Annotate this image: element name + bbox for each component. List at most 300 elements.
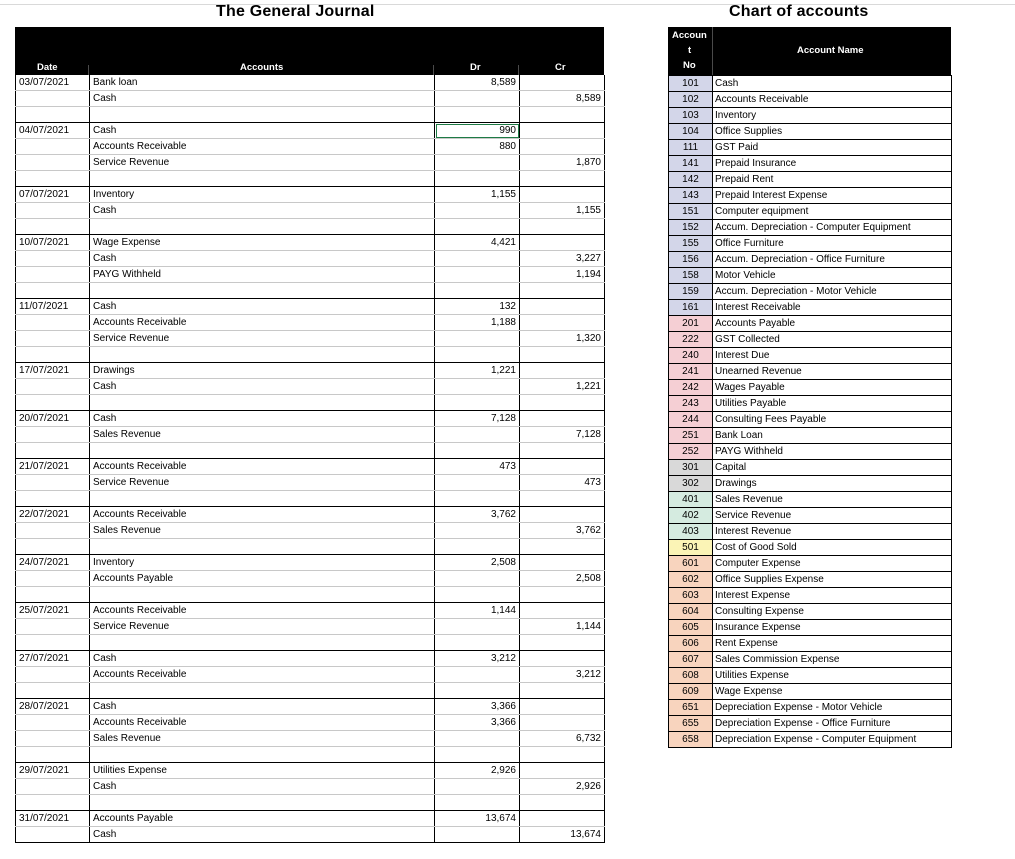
journal-date-cell[interactable]: 17/07/2021 bbox=[16, 363, 90, 379]
journal-dr-cell[interactable] bbox=[435, 747, 520, 763]
journal-cr-cell[interactable] bbox=[520, 715, 605, 731]
account-number-cell[interactable]: 402 bbox=[669, 508, 713, 524]
account-number-cell[interactable]: 244 bbox=[669, 412, 713, 428]
journal-cr-cell[interactable] bbox=[520, 555, 605, 571]
journal-cr-cell[interactable]: 473 bbox=[520, 475, 605, 491]
journal-account-cell[interactable]: Cash bbox=[90, 203, 435, 219]
account-no-header-line-2[interactable]: t bbox=[688, 45, 692, 56]
account-number-cell[interactable]: 201 bbox=[669, 316, 713, 332]
account-name-cell[interactable]: Rent Expense bbox=[713, 636, 952, 652]
journal-date-cell[interactable]: 24/07/2021 bbox=[16, 555, 90, 571]
account-name-cell[interactable]: Depreciation Expense - Computer Equipment bbox=[713, 732, 952, 748]
journal-date-cell[interactable] bbox=[16, 107, 90, 123]
journal-date-cell[interactable] bbox=[16, 475, 90, 491]
account-number-cell[interactable]: 607 bbox=[669, 652, 713, 668]
journal-account-cell[interactable] bbox=[90, 683, 435, 699]
account-name-cell[interactable]: Service Revenue bbox=[713, 508, 952, 524]
account-name-cell[interactable]: Motor Vehicle bbox=[713, 268, 952, 284]
account-name-cell[interactable]: Accum. Depreciation - Office Furniture bbox=[713, 252, 952, 268]
journal-account-cell[interactable] bbox=[90, 283, 435, 299]
account-name-cell[interactable]: Wage Expense bbox=[713, 684, 952, 700]
journal-cr-cell[interactable] bbox=[520, 699, 605, 715]
journal-dr-cell[interactable] bbox=[435, 731, 520, 747]
account-number-cell[interactable]: 242 bbox=[669, 380, 713, 396]
journal-date-cell[interactable] bbox=[16, 155, 90, 171]
journal-cr-cell[interactable] bbox=[520, 747, 605, 763]
account-name-cell[interactable]: Prepaid Interest Expense bbox=[713, 188, 952, 204]
account-name-cell[interactable]: Accounts Receivable bbox=[713, 92, 952, 108]
journal-date-cell[interactable] bbox=[16, 523, 90, 539]
journal-date-cell[interactable] bbox=[16, 171, 90, 187]
account-number-cell[interactable]: 608 bbox=[669, 668, 713, 684]
journal-dr-cell[interactable]: 473 bbox=[435, 459, 520, 475]
journal-cr-cell[interactable]: 1,221 bbox=[520, 379, 605, 395]
journal-cr-cell[interactable]: 1,194 bbox=[520, 267, 605, 283]
journal-account-cell[interactable]: Cash bbox=[90, 651, 435, 667]
account-name-cell[interactable]: Bank Loan bbox=[713, 428, 952, 444]
journal-cr-cell[interactable]: 3,762 bbox=[520, 523, 605, 539]
account-name-cell[interactable]: Prepaid Insurance bbox=[713, 156, 952, 172]
journal-account-cell[interactable] bbox=[90, 795, 435, 811]
journal-dr-cell[interactable] bbox=[435, 203, 520, 219]
journal-account-cell[interactable]: Sales Revenue bbox=[90, 523, 435, 539]
account-name-cell[interactable]: PAYG Withheld bbox=[713, 444, 952, 460]
account-number-cell[interactable]: 102 bbox=[669, 92, 713, 108]
journal-date-cell[interactable] bbox=[16, 587, 90, 603]
journal-dr-cell[interactable] bbox=[435, 155, 520, 171]
journal-account-cell[interactable] bbox=[90, 171, 435, 187]
account-number-cell[interactable]: 155 bbox=[669, 236, 713, 252]
journal-account-cell[interactable]: Accounts Receivable bbox=[90, 315, 435, 331]
account-name-cell[interactable]: Utilities Payable bbox=[713, 396, 952, 412]
account-name-cell[interactable]: Depreciation Expense - Office Furniture bbox=[713, 716, 952, 732]
journal-account-cell[interactable]: Inventory bbox=[90, 555, 435, 571]
journal-date-cell[interactable] bbox=[16, 827, 90, 843]
account-name-cell[interactable]: Interest Revenue bbox=[713, 524, 952, 540]
journal-cr-cell[interactable] bbox=[520, 219, 605, 235]
journal-dr-cell[interactable] bbox=[435, 779, 520, 795]
journal-dr-cell[interactable] bbox=[435, 171, 520, 187]
journal-date-cell[interactable] bbox=[16, 683, 90, 699]
account-number-cell[interactable]: 143 bbox=[669, 188, 713, 204]
journal-date-cell[interactable] bbox=[16, 635, 90, 651]
account-name-cell[interactable]: Prepaid Rent bbox=[713, 172, 952, 188]
journal-dr-cell[interactable]: 2,508 bbox=[435, 555, 520, 571]
account-row bbox=[669, 124, 952, 140]
journal-date-cell[interactable]: 20/07/2021 bbox=[16, 411, 90, 427]
account-row bbox=[669, 444, 952, 460]
journal-date-cell[interactable] bbox=[16, 491, 90, 507]
account-number-cell[interactable]: 302 bbox=[669, 476, 713, 492]
account-name-cell[interactable]: Utilities Expense bbox=[713, 668, 952, 684]
account-number-cell[interactable]: 655 bbox=[669, 716, 713, 732]
journal-cr-cell[interactable]: 1,144 bbox=[520, 619, 605, 635]
journal-cr-cell[interactable] bbox=[520, 171, 605, 187]
journal-cr-cell[interactable] bbox=[520, 635, 605, 651]
account-name-cell[interactable]: Computer Expense bbox=[713, 556, 952, 572]
account-number-cell[interactable]: 403 bbox=[669, 524, 713, 540]
account-number-cell[interactable]: 222 bbox=[669, 332, 713, 348]
journal-account-cell[interactable]: Utilities Expense bbox=[90, 763, 435, 779]
account-number-cell[interactable]: 111 bbox=[669, 140, 713, 156]
journal-dr-cell[interactable]: 3,212 bbox=[435, 651, 520, 667]
cr-column-header[interactable]: Cr bbox=[555, 62, 566, 73]
account-name-cell[interactable]: Unearned Revenue bbox=[713, 364, 952, 380]
account-number-cell[interactable]: 104 bbox=[669, 124, 713, 140]
journal-account-cell[interactable]: Service Revenue bbox=[90, 155, 435, 171]
journal-dr-cell[interactable]: 3,366 bbox=[435, 715, 520, 731]
account-number-cell[interactable]: 604 bbox=[669, 604, 713, 620]
journal-cr-cell[interactable]: 2,926 bbox=[520, 779, 605, 795]
account-number-cell[interactable]: 606 bbox=[669, 636, 713, 652]
account-name-cell[interactable]: Accum. Depreciation - Computer Equipment bbox=[713, 220, 952, 236]
journal-date-cell[interactable]: 28/07/2021 bbox=[16, 699, 90, 715]
journal-dr-cell[interactable]: 3,762 bbox=[435, 507, 520, 523]
journal-date-cell[interactable]: 29/07/2021 bbox=[16, 763, 90, 779]
account-name-cell[interactable]: Inventory bbox=[713, 108, 952, 124]
journal-date-cell[interactable]: 11/07/2021 bbox=[16, 299, 90, 315]
account-number-cell[interactable]: 103 bbox=[669, 108, 713, 124]
account-name-cell[interactable]: Interest Receivable bbox=[713, 300, 952, 316]
journal-cr-cell[interactable]: 3,212 bbox=[520, 667, 605, 683]
journal-account-cell[interactable]: Accounts Receivable bbox=[90, 603, 435, 619]
account-name-cell[interactable]: Consulting Fees Payable bbox=[713, 412, 952, 428]
journal-account-cell[interactable]: Accounts Receivable bbox=[90, 667, 435, 683]
account-number-cell[interactable]: 251 bbox=[669, 428, 713, 444]
journal-dr-cell[interactable] bbox=[435, 619, 520, 635]
journal-account-cell[interactable]: Cash bbox=[90, 299, 435, 315]
account-name-cell[interactable]: Cash bbox=[713, 76, 952, 92]
account-name-cell[interactable]: Office Supplies Expense bbox=[713, 572, 952, 588]
journal-account-cell[interactable]: Accounts Receivable bbox=[90, 139, 435, 155]
journal-account-cell[interactable]: Sales Revenue bbox=[90, 731, 435, 747]
account-number-cell[interactable]: 658 bbox=[669, 732, 713, 748]
dr-column-header[interactable]: Dr bbox=[470, 62, 481, 73]
account-number-cell[interactable]: 401 bbox=[669, 492, 713, 508]
journal-cr-cell[interactable] bbox=[520, 587, 605, 603]
journal-row bbox=[16, 363, 605, 379]
journal-cr-cell[interactable]: 6,732 bbox=[520, 731, 605, 747]
journal-cr-cell[interactable] bbox=[520, 347, 605, 363]
journal-cr-cell[interactable] bbox=[520, 491, 605, 507]
journal-cr-cell[interactable] bbox=[520, 187, 605, 203]
journal-cr-cell[interactable] bbox=[520, 107, 605, 123]
journal-account-cell[interactable]: Cash bbox=[90, 91, 435, 107]
journal-cr-cell[interactable] bbox=[520, 603, 605, 619]
journal-date-cell[interactable] bbox=[16, 331, 90, 347]
journal-date-cell[interactable]: 21/07/2021 bbox=[16, 459, 90, 475]
journal-cr-cell[interactable] bbox=[520, 763, 605, 779]
account-name-cell[interactable]: Depreciation Expense - Motor Vehicle bbox=[713, 700, 952, 716]
journal-date-cell[interactable] bbox=[16, 731, 90, 747]
journal-account-cell[interactable] bbox=[90, 491, 435, 507]
journal-account-cell[interactable]: Cash bbox=[90, 779, 435, 795]
journal-account-cell[interactable]: Accounts Receivable bbox=[90, 507, 435, 523]
journal-dr-cell[interactable] bbox=[435, 523, 520, 539]
account-number-cell[interactable]: 603 bbox=[669, 588, 713, 604]
journal-date-cell[interactable] bbox=[16, 619, 90, 635]
journal-date-cell[interactable] bbox=[16, 283, 90, 299]
account-number-cell[interactable]: 151 bbox=[669, 204, 713, 220]
journal-date-cell[interactable]: 07/07/2021 bbox=[16, 187, 90, 203]
journal-dr-cell[interactable]: 1,188 bbox=[435, 315, 520, 331]
journal-date-cell[interactable] bbox=[16, 443, 90, 459]
journal-cr-cell[interactable] bbox=[520, 315, 605, 331]
account-no-header-line-3[interactable]: No bbox=[683, 60, 696, 71]
journal-account-cell[interactable]: Wage Expense bbox=[90, 235, 435, 251]
journal-dr-cell[interactable]: 1,144 bbox=[435, 603, 520, 619]
journal-dr-cell[interactable] bbox=[435, 283, 520, 299]
journal-account-cell[interactable] bbox=[90, 635, 435, 651]
journal-dr-cell[interactable] bbox=[435, 219, 520, 235]
account-name-cell[interactable]: Cost of Good Sold bbox=[713, 540, 952, 556]
journal-date-cell[interactable] bbox=[16, 315, 90, 331]
journal-dr-cell[interactable] bbox=[435, 267, 520, 283]
journal-account-cell[interactable]: Accounts Payable bbox=[90, 811, 435, 827]
accounts-column-header[interactable]: Accounts bbox=[240, 62, 284, 73]
journal-date-cell[interactable] bbox=[16, 251, 90, 267]
journal-account-cell[interactable] bbox=[90, 219, 435, 235]
account-name-cell[interactable]: Capital bbox=[713, 460, 952, 476]
journal-cr-cell[interactable] bbox=[520, 299, 605, 315]
journal-cr-cell[interactable]: 13,674 bbox=[520, 827, 605, 843]
journal-date-cell[interactable] bbox=[16, 267, 90, 283]
journal-dr-cell[interactable] bbox=[435, 571, 520, 587]
account-name-cell[interactable]: GST Paid bbox=[713, 140, 952, 156]
account-name-cell[interactable]: Sales Commission Expense bbox=[713, 652, 952, 668]
account-name-cell[interactable]: Accounts Payable bbox=[713, 316, 952, 332]
journal-date-cell[interactable]: 10/07/2021 bbox=[16, 235, 90, 251]
account-number-cell[interactable]: 605 bbox=[669, 620, 713, 636]
journal-dr-cell[interactable] bbox=[435, 395, 520, 411]
journal-cr-cell[interactable] bbox=[520, 459, 605, 475]
account-number-cell[interactable]: 159 bbox=[669, 284, 713, 300]
account-number-cell[interactable]: 142 bbox=[669, 172, 713, 188]
journal-dr-cell[interactable] bbox=[435, 827, 520, 843]
journal-date-cell[interactable] bbox=[16, 219, 90, 235]
account-no-header-line-1[interactable]: Accoun bbox=[672, 30, 707, 41]
journal-account-cell[interactable]: Accounts Payable bbox=[90, 571, 435, 587]
journal-account-cell[interactable]: Sales Revenue bbox=[90, 427, 435, 443]
journal-row bbox=[16, 715, 605, 731]
journal-cr-cell[interactable]: 1,870 bbox=[520, 155, 605, 171]
account-number-cell[interactable]: 101 bbox=[669, 76, 713, 92]
journal-cr-cell[interactable] bbox=[520, 651, 605, 667]
journal-date-cell[interactable] bbox=[16, 427, 90, 443]
journal-account-cell[interactable] bbox=[90, 107, 435, 123]
journal-date-cell[interactable] bbox=[16, 379, 90, 395]
account-row bbox=[669, 716, 952, 732]
journal-date-cell[interactable] bbox=[16, 347, 90, 363]
account-row bbox=[669, 604, 952, 620]
journal-account-cell[interactable]: Bank loan bbox=[90, 75, 435, 91]
journal-dr-cell[interactable] bbox=[435, 539, 520, 555]
journal-account-cell[interactable]: Drawings bbox=[90, 363, 435, 379]
journal-account-cell[interactable] bbox=[90, 539, 435, 555]
account-row bbox=[669, 316, 952, 332]
account-row bbox=[669, 524, 952, 540]
journal-dr-cell[interactable]: 880 bbox=[435, 139, 520, 155]
journal-date-cell[interactable]: 04/07/2021 bbox=[16, 123, 90, 139]
journal-dr-cell[interactable] bbox=[435, 491, 520, 507]
journal-dr-cell[interactable] bbox=[435, 107, 520, 123]
journal-dr-cell[interactable]: 7,128 bbox=[435, 411, 520, 427]
journal-cr-cell[interactable] bbox=[520, 795, 605, 811]
account-number-cell[interactable]: 609 bbox=[669, 684, 713, 700]
account-name-cell[interactable]: Interest Due bbox=[713, 348, 952, 364]
journal-row bbox=[16, 107, 605, 123]
account-number-cell[interactable]: 501 bbox=[669, 540, 713, 556]
journal-dr-cell[interactable] bbox=[435, 251, 520, 267]
journal-cr-cell[interactable] bbox=[520, 139, 605, 155]
journal-dr-cell[interactable] bbox=[435, 475, 520, 491]
journal-account-cell[interactable]: Accounts Receivable bbox=[90, 459, 435, 475]
journal-cr-cell[interactable]: 1,320 bbox=[520, 331, 605, 347]
journal-account-cell[interactable]: Cash bbox=[90, 123, 435, 139]
journal-cr-cell[interactable] bbox=[520, 283, 605, 299]
account-number-cell[interactable]: 601 bbox=[669, 556, 713, 572]
account-number-cell[interactable]: 602 bbox=[669, 572, 713, 588]
journal-account-cell[interactable]: Service Revenue bbox=[90, 331, 435, 347]
journal-dr-cell[interactable]: 1,155 bbox=[435, 187, 520, 203]
journal-cr-cell[interactable] bbox=[520, 75, 605, 91]
journal-date-cell[interactable] bbox=[16, 139, 90, 155]
journal-cr-cell[interactable]: 8,589 bbox=[520, 91, 605, 107]
journal-dr-cell[interactable] bbox=[435, 379, 520, 395]
journal-dr-cell[interactable] bbox=[435, 443, 520, 459]
general-journal-table bbox=[15, 75, 605, 843]
journal-cr-cell[interactable]: 2,508 bbox=[520, 571, 605, 587]
account-number-cell[interactable]: 152 bbox=[669, 220, 713, 236]
account-name-cell[interactable]: Consulting Expense bbox=[713, 604, 952, 620]
journal-dr-cell[interactable] bbox=[435, 587, 520, 603]
journal-row bbox=[16, 251, 605, 267]
journal-cr-cell[interactable] bbox=[520, 811, 605, 827]
account-row bbox=[669, 156, 952, 172]
account-name-cell[interactable]: Wages Payable bbox=[713, 380, 952, 396]
account-name-cell[interactable]: GST Collected bbox=[713, 332, 952, 348]
account-name-header[interactable]: Account Name bbox=[797, 45, 864, 56]
journal-cr-cell[interactable] bbox=[520, 507, 605, 523]
account-name-cell[interactable]: Office Furniture bbox=[713, 236, 952, 252]
journal-account-cell[interactable]: Service Revenue bbox=[90, 475, 435, 491]
journal-date-cell[interactable] bbox=[16, 395, 90, 411]
account-name-cell[interactable]: Accum. Depreciation - Motor Vehicle bbox=[713, 284, 952, 300]
chart-of-accounts-header bbox=[668, 27, 951, 75]
journal-cr-cell[interactable] bbox=[520, 363, 605, 379]
journal-dr-cell[interactable]: 1,221 bbox=[435, 363, 520, 379]
journal-date-cell[interactable]: 25/07/2021 bbox=[16, 603, 90, 619]
journal-account-cell[interactable]: Cash bbox=[90, 827, 435, 843]
journal-cr-cell[interactable]: 7,128 bbox=[520, 427, 605, 443]
journal-date-cell[interactable] bbox=[16, 795, 90, 811]
journal-date-cell[interactable] bbox=[16, 571, 90, 587]
account-name-cell[interactable]: Drawings bbox=[713, 476, 952, 492]
journal-account-cell[interactable]: Cash bbox=[90, 699, 435, 715]
journal-cr-cell[interactable] bbox=[520, 539, 605, 555]
account-number-cell[interactable]: 301 bbox=[669, 460, 713, 476]
journal-cr-cell[interactable] bbox=[520, 395, 605, 411]
journal-date-cell[interactable] bbox=[16, 539, 90, 555]
account-number-cell[interactable]: 651 bbox=[669, 700, 713, 716]
journal-account-cell[interactable] bbox=[90, 587, 435, 603]
account-name-cell[interactable]: Office Supplies bbox=[713, 124, 952, 140]
journal-dr-cell[interactable]: 132 bbox=[435, 299, 520, 315]
journal-dr-cell[interactable]: 4,421 bbox=[435, 235, 520, 251]
journal-account-cell[interactable]: Service Revenue bbox=[90, 619, 435, 635]
account-number-cell[interactable]: 240 bbox=[669, 348, 713, 364]
journal-account-cell[interactable] bbox=[90, 347, 435, 363]
journal-cr-cell[interactable] bbox=[520, 683, 605, 699]
journal-account-cell[interactable]: Cash bbox=[90, 379, 435, 395]
account-number-cell[interactable]: 252 bbox=[669, 444, 713, 460]
journal-account-cell[interactable] bbox=[90, 395, 435, 411]
journal-date-cell[interactable] bbox=[16, 203, 90, 219]
journal-date-cell[interactable] bbox=[16, 715, 90, 731]
account-number-cell[interactable]: 158 bbox=[669, 268, 713, 284]
journal-dr-cell[interactable]: 8,589 bbox=[435, 75, 520, 91]
account-row bbox=[669, 236, 952, 252]
journal-account-cell[interactable]: Inventory bbox=[90, 187, 435, 203]
journal-date-cell[interactable]: 27/07/2021 bbox=[16, 651, 90, 667]
journal-dr-cell[interactable] bbox=[435, 683, 520, 699]
journal-date-cell[interactable]: 22/07/2021 bbox=[16, 507, 90, 523]
journal-date-cell[interactable]: 03/07/2021 bbox=[16, 75, 90, 91]
account-name-cell[interactable]: Interest Expense bbox=[713, 588, 952, 604]
journal-dr-cell[interactable] bbox=[435, 331, 520, 347]
account-row bbox=[669, 300, 952, 316]
journal-date-cell[interactable]: 31/07/2021 bbox=[16, 811, 90, 827]
journal-row bbox=[16, 603, 605, 619]
journal-date-cell[interactable] bbox=[16, 91, 90, 107]
journal-cr-cell[interactable] bbox=[520, 123, 605, 139]
account-name-cell[interactable]: Sales Revenue bbox=[713, 492, 952, 508]
journal-cr-cell[interactable] bbox=[520, 235, 605, 251]
journal-account-cell[interactable]: Cash bbox=[90, 411, 435, 427]
journal-dr-cell[interactable] bbox=[435, 667, 520, 683]
journal-cr-cell[interactable]: 3,227 bbox=[520, 251, 605, 267]
journal-cr-cell[interactable]: 1,155 bbox=[520, 203, 605, 219]
journal-cr-cell[interactable] bbox=[520, 443, 605, 459]
journal-date-cell[interactable] bbox=[16, 667, 90, 683]
journal-cr-cell[interactable] bbox=[520, 411, 605, 427]
journal-dr-cell[interactable] bbox=[435, 427, 520, 443]
account-number-cell[interactable]: 161 bbox=[669, 300, 713, 316]
journal-dr-cell[interactable]: 3,366 bbox=[435, 699, 520, 715]
journal-dr-cell[interactable]: 990 bbox=[435, 123, 520, 139]
journal-date-cell[interactable] bbox=[16, 779, 90, 795]
journal-date-cell[interactable] bbox=[16, 747, 90, 763]
account-number-cell[interactable]: 241 bbox=[669, 364, 713, 380]
account-number-cell[interactable]: 156 bbox=[669, 252, 713, 268]
journal-dr-cell[interactable] bbox=[435, 795, 520, 811]
journal-account-cell[interactable] bbox=[90, 443, 435, 459]
journal-dr-cell[interactable]: 2,926 bbox=[435, 763, 520, 779]
journal-dr-cell[interactable] bbox=[435, 91, 520, 107]
journal-account-cell[interactable]: PAYG Withheld bbox=[90, 267, 435, 283]
account-name-cell[interactable]: Computer equipment bbox=[713, 204, 952, 220]
journal-account-cell[interactable]: Accounts Receivable bbox=[90, 715, 435, 731]
journal-account-cell[interactable]: Cash bbox=[90, 251, 435, 267]
journal-dr-cell[interactable]: 13,674 bbox=[435, 811, 520, 827]
date-column-header[interactable]: Date bbox=[37, 62, 58, 73]
journal-dr-cell[interactable] bbox=[435, 347, 520, 363]
journal-account-cell[interactable] bbox=[90, 747, 435, 763]
account-name-cell[interactable]: Insurance Expense bbox=[713, 620, 952, 636]
account-number-cell[interactable]: 243 bbox=[669, 396, 713, 412]
journal-dr-cell[interactable] bbox=[435, 635, 520, 651]
account-number-cell[interactable]: 141 bbox=[669, 156, 713, 172]
